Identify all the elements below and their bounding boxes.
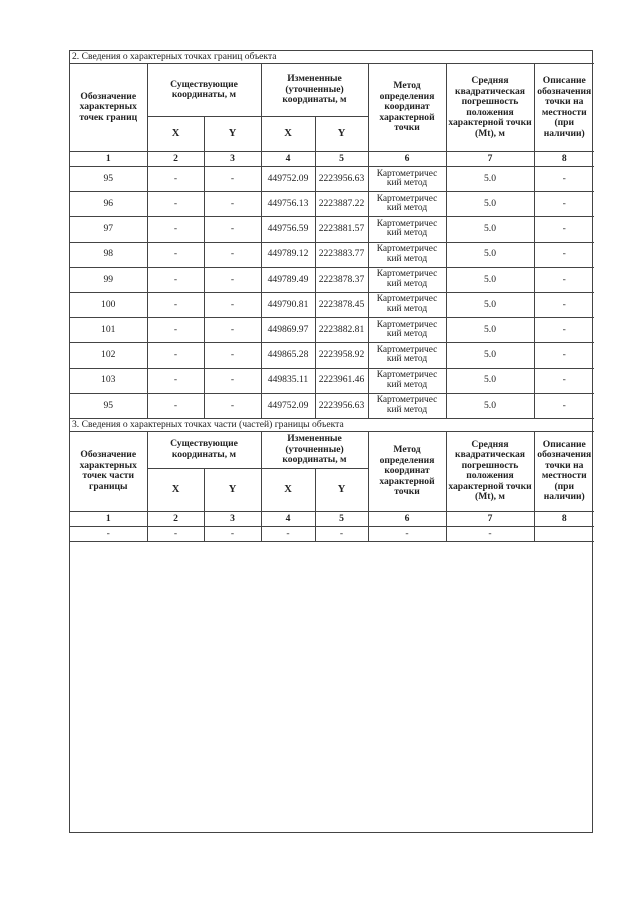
description: -: [534, 217, 594, 242]
existing-y: -: [204, 167, 261, 192]
col-number: 5: [315, 152, 368, 167]
coord-y: 2223878.37: [315, 267, 368, 292]
header-part-point-designation: Обозначение характерных точек части границы: [70, 431, 147, 511]
coord-x: 449789.12: [261, 242, 315, 267]
point-id: 100: [70, 292, 147, 317]
existing-y: -: [204, 292, 261, 317]
header-existing-x: X: [147, 117, 204, 152]
coord-y: 2223956.63: [315, 167, 368, 192]
coord-y: 2223881.57: [315, 217, 368, 242]
coord-x: 449756.59: [261, 217, 315, 242]
existing-y: -: [204, 192, 261, 217]
point-id: 102: [70, 343, 147, 368]
header-changed-coords: Измененные (уточненные) координаты, м: [261, 64, 368, 117]
coord-x: 449835.11: [261, 368, 315, 393]
description: -: [534, 292, 594, 317]
existing-x: -: [147, 526, 204, 541]
table-row: [70, 318, 594, 343]
description: [534, 526, 594, 541]
method: Картометричес кий метод: [368, 318, 446, 343]
point-id: 96: [70, 192, 147, 217]
coord-y: 2223878.45: [315, 292, 368, 317]
existing-x: -: [147, 267, 204, 292]
existing-y: -: [204, 267, 261, 292]
accuracy: -: [446, 526, 534, 541]
header-changed-x: X: [261, 117, 315, 152]
table-row: [70, 368, 594, 393]
accuracy: 5.0: [446, 167, 534, 192]
header-changed-y: Y: [315, 117, 368, 152]
existing-x: -: [147, 217, 204, 242]
coord-x: 449752.09: [261, 393, 315, 418]
header-existing-x: X: [147, 468, 204, 511]
col-number: 1: [70, 511, 147, 526]
col-number: 2: [147, 511, 204, 526]
coord-y: 2223883.77: [315, 242, 368, 267]
existing-y: -: [204, 318, 261, 343]
coord-y: 2223961.46: [315, 368, 368, 393]
header-existing-y: Y: [204, 117, 261, 152]
existing-x: -: [147, 393, 204, 418]
col-number: 6: [368, 152, 446, 167]
coord-x: -: [261, 526, 315, 541]
table-row: [70, 292, 594, 317]
method: Картометричес кий метод: [368, 343, 446, 368]
section2-header-row: [70, 64, 594, 117]
accuracy: 5.0: [446, 343, 534, 368]
existing-y: -: [204, 343, 261, 368]
table-row: [70, 242, 594, 267]
col-number: 8: [534, 152, 594, 167]
existing-x: -: [147, 167, 204, 192]
section3-title-row: [70, 418, 594, 431]
accuracy: 5.0: [446, 267, 534, 292]
coord-y: 2223882.81: [315, 318, 368, 343]
col-number: 2: [147, 152, 204, 167]
accuracy: 5.0: [446, 217, 534, 242]
existing-y: -: [204, 526, 261, 541]
col-number: 6: [368, 511, 446, 526]
header-method: Метод определения координат характерной точки: [368, 64, 446, 152]
table-row: [70, 526, 594, 541]
method: Картометричес кий метод: [368, 167, 446, 192]
coord-y: 2223958.92: [315, 343, 368, 368]
col-number: 7: [446, 511, 534, 526]
point-id: 95: [70, 393, 147, 418]
header-changed-coords: Измененные (уточненные) координаты, м: [261, 431, 368, 468]
points-table: [70, 51, 594, 542]
table-row: [70, 192, 594, 217]
table-row: [70, 217, 594, 242]
description: -: [534, 393, 594, 418]
point-id: 95: [70, 167, 147, 192]
method: Картометричес кий метод: [368, 292, 446, 317]
table-row: [70, 393, 594, 418]
method: Картометричес кий метод: [368, 267, 446, 292]
header-point-designation: Обозначение характерных точек границ: [70, 64, 147, 152]
header-description: Описание обозначения точки на местности (при наличии): [534, 431, 594, 511]
col-number: 4: [261, 152, 315, 167]
table-row: [70, 267, 594, 292]
col-number: 3: [204, 152, 261, 167]
description: -: [534, 318, 594, 343]
coord-x: 449865.28: [261, 343, 315, 368]
accuracy: 5.0: [446, 318, 534, 343]
header-changed-x: X: [261, 468, 315, 511]
accuracy: 5.0: [446, 242, 534, 267]
col-number: 3: [204, 511, 261, 526]
method: Картометричес кий метод: [368, 192, 446, 217]
table-row: [70, 167, 594, 192]
coord-x: 449790.81: [261, 292, 315, 317]
header-existing-coords: Существующие координаты, м: [147, 431, 261, 468]
coord-y: 2223956.63: [315, 393, 368, 418]
accuracy: 5.0: [446, 368, 534, 393]
point-id: 103: [70, 368, 147, 393]
table-row: [70, 343, 594, 368]
existing-y: -: [204, 242, 261, 267]
col-number: 4: [261, 511, 315, 526]
existing-x: -: [147, 292, 204, 317]
point-id: -: [70, 526, 147, 541]
method: Картометричес кий метод: [368, 393, 446, 418]
col-number: 1: [70, 152, 147, 167]
point-id: 97: [70, 217, 147, 242]
method: Картометричес кий метод: [368, 217, 446, 242]
section3-title: 3. Сведения о характерных точках части (частей) границы объекта: [70, 418, 594, 431]
coord-x: 449869.97: [261, 318, 315, 343]
description: -: [534, 167, 594, 192]
existing-y: -: [204, 393, 261, 418]
header-accuracy: Средняя квадратическая погрешность положения характерной точки (Mt), м: [446, 431, 534, 511]
document-sheet: [69, 50, 593, 833]
section3-header-row: [70, 431, 594, 468]
header-existing-coords: Существующие координаты, м: [147, 64, 261, 117]
section2-column-numbers: [70, 152, 594, 167]
method: -: [368, 526, 446, 541]
existing-x: -: [147, 192, 204, 217]
section2-title: 2. Сведения о характерных точках границ объекта: [70, 51, 594, 64]
coord-y: 2223887.22: [315, 192, 368, 217]
point-id: 98: [70, 242, 147, 267]
col-number: 5: [315, 511, 368, 526]
point-id: 101: [70, 318, 147, 343]
description: -: [534, 192, 594, 217]
existing-y: -: [204, 217, 261, 242]
header-changed-y: Y: [315, 468, 368, 511]
header-existing-y: Y: [204, 468, 261, 511]
accuracy: 5.0: [446, 192, 534, 217]
coord-y: -: [315, 526, 368, 541]
header-description: Описание обозначения точки на местности (при наличии): [534, 64, 594, 152]
existing-x: -: [147, 242, 204, 267]
existing-x: -: [147, 318, 204, 343]
existing-x: -: [147, 368, 204, 393]
accuracy: 5.0: [446, 292, 534, 317]
method: Картометричес кий метод: [368, 368, 446, 393]
section3-column-numbers: [70, 511, 594, 526]
existing-y: -: [204, 368, 261, 393]
header-accuracy: Средняя квадратическая погрешность положения характерной точки (Mt), м: [446, 64, 534, 152]
description: -: [534, 267, 594, 292]
point-id: 99: [70, 267, 147, 292]
col-number: 8: [534, 511, 594, 526]
coord-x: 449752.09: [261, 167, 315, 192]
coord-x: 449756.13: [261, 192, 315, 217]
coord-x: 449789.49: [261, 267, 315, 292]
existing-x: -: [147, 343, 204, 368]
header-method: Метод определения координат характерной точки: [368, 431, 446, 511]
section2-title-row: [70, 51, 594, 64]
description: -: [534, 242, 594, 267]
col-number: 7: [446, 152, 534, 167]
description: -: [534, 343, 594, 368]
description: -: [534, 368, 594, 393]
accuracy: 5.0: [446, 393, 534, 418]
method: Картометричес кий метод: [368, 242, 446, 267]
